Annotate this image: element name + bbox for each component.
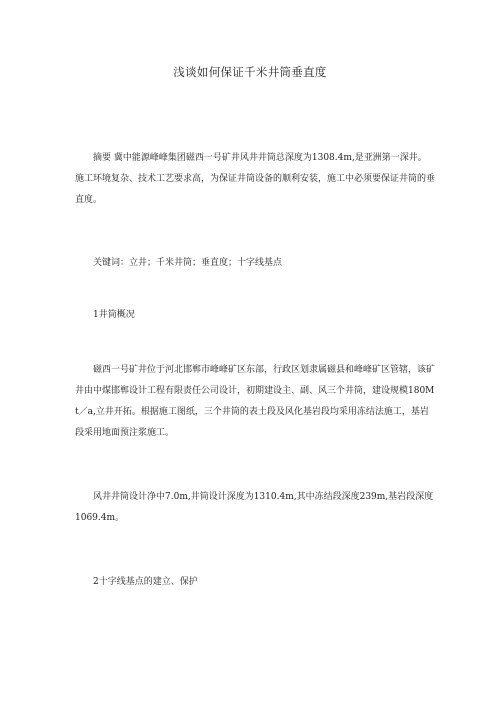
abstract-paragraph: 摘要 冀中能源峰峰集团磁西一号矿井风井井筒总深度为1308.4m,是亚洲第一深井。施工环境复杂、技术工艺要求高，为保证井筒设备的顺利安装，施工中必须要保证井筒的垂直度。 xyxy=(75,153,436,205)
document-title: 浅谈如何保证千米井筒垂直度 xyxy=(173,65,327,79)
keywords-line: 关键词：立井；千米井筒；垂直度；十字线基点 xyxy=(93,258,283,268)
section-2-heading: 2十字线基点的建立、保护 xyxy=(93,577,198,587)
section-1-paragraph-1: 磁西一号矿井位于河北邯郸市峰峰矿区东部，行政区划隶属磁县和峰峰矿区管辖，该矿井由中煤邯郸设计工程有限责任公司设计，初期建设主、副、风三个井筒，建设规模180Mt／a,立井开拓。根据施工图纸，三个井筒的表土段及风化基岩段均采用冻结法施工，基岩段采用地面预注浆施工。 xyxy=(75,365,436,438)
section-1-paragraph-2: 风井井筒设计净中7.0m,井筒设计深度为1310.4m,其中冻结段深度239m,基岩段深度1069.4m。 xyxy=(75,492,434,523)
section-1-heading: 1井筒概况 xyxy=(93,310,135,320)
